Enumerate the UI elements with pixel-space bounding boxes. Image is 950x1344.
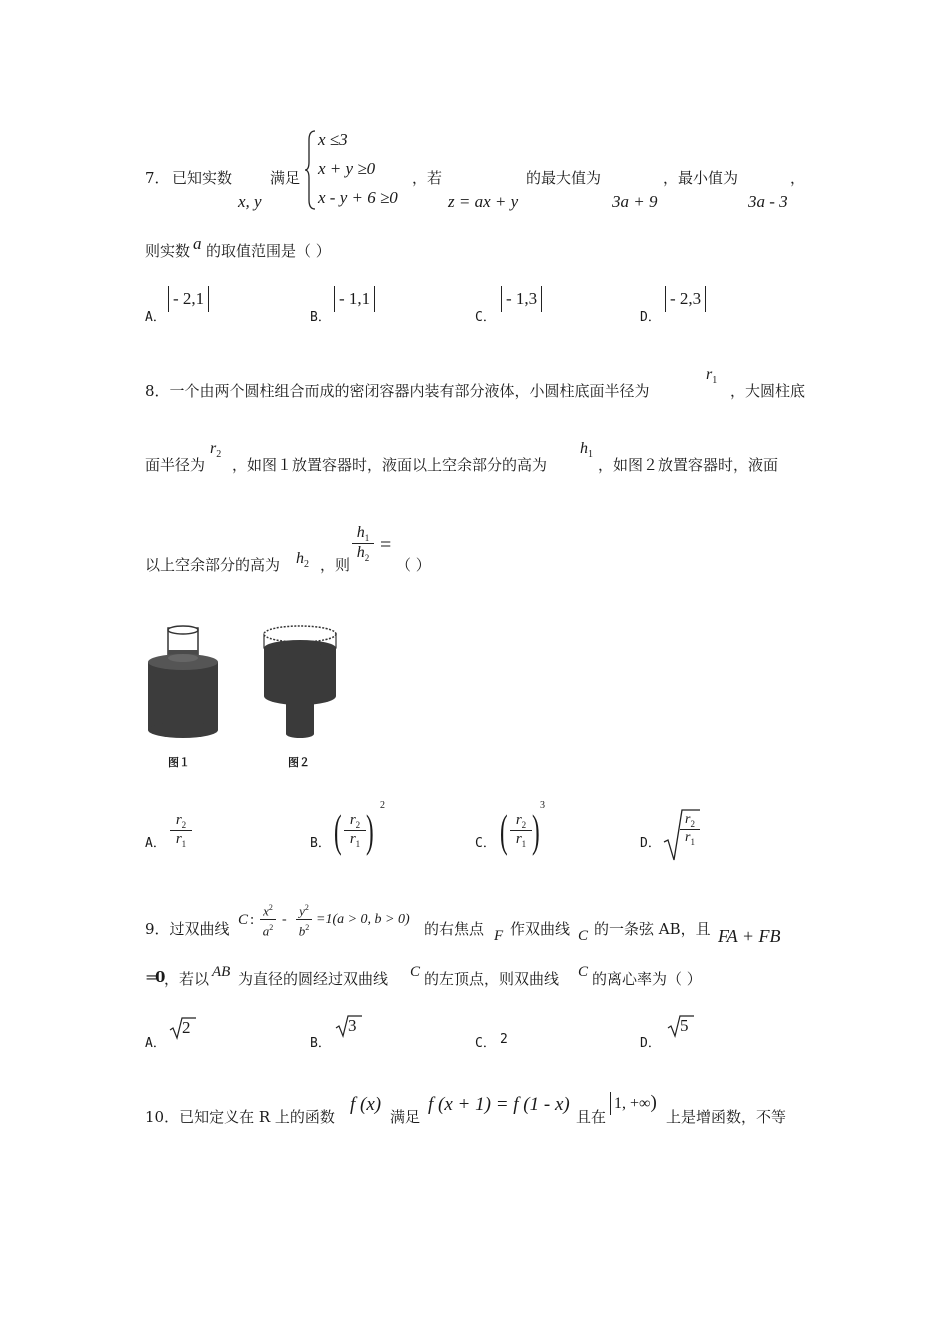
q9-text: = — [145, 968, 158, 986]
q9-text: 的右焦点 — [424, 920, 485, 938]
q9-condition: =1(a > 0, b > 0) — [316, 912, 410, 927]
right-paren: ) — [366, 805, 374, 856]
q7-constraint: x - y + 6 ≥0 — [318, 188, 398, 207]
option-b-label[interactable]: B． — [310, 836, 331, 851]
q7-min-value: 3a - 3 — [748, 192, 788, 211]
option-d-fraction: $\frac{r_2}{r_1}$ — [680, 812, 700, 847]
q7-text: ，最小值为 — [663, 169, 739, 187]
q7-text: 满足 — [270, 169, 301, 187]
q9-vector-sum: FA + FB — [718, 926, 781, 946]
option-b-label[interactable]: B． — [310, 1036, 331, 1051]
option-a-label[interactable]: A． — [145, 310, 166, 325]
q9-var-c: C — [410, 964, 421, 980]
q10-equation: f (x + 1) = f (1 - x) — [428, 1094, 570, 1115]
q7-vars: x, y — [238, 192, 262, 211]
q8-text: ，如图１放置容器时，液面以上空余部分的高为 — [232, 456, 548, 474]
q9-zero-vector: 0 — [155, 968, 166, 986]
option-a-fraction: $\frac{r_2}{r_1}$ — [170, 812, 192, 849]
option-c-interval: - 1,3 — [501, 286, 542, 312]
option-b-interval: - 1,1 — [334, 286, 375, 312]
q8-h1: $h_1$ — [580, 440, 593, 461]
option-d-interval: - 2,3 — [665, 286, 706, 312]
q10-text: 上是增函数，不等 — [666, 1108, 787, 1126]
q7-number: 7． — [145, 169, 170, 187]
q7-text: 则实数 — [145, 242, 191, 260]
option-c-label[interactable]: C． — [475, 836, 496, 851]
q8-text: 面半径为 — [145, 456, 206, 474]
q9-text: 的离心率为（ ） — [592, 970, 702, 988]
option-d-value: 5 — [680, 1016, 689, 1035]
q9-colon: : — [250, 912, 255, 928]
figure-2 — [264, 626, 336, 738]
q10-interval: 1, +∞) — [610, 1092, 657, 1115]
q8-text: ，则 — [320, 556, 351, 574]
option-b-value: 3 — [348, 1016, 357, 1035]
q7-text: ， — [790, 169, 806, 187]
q10-fx: f (x) — [350, 1094, 382, 1115]
q7-constraint: x ≤3 — [318, 130, 348, 149]
q9-ab: AB — [212, 964, 231, 980]
q7-text: 的取值范围是（ ） — [206, 242, 331, 260]
q9-var-c: C — [238, 912, 249, 928]
option-a-label[interactable]: A． — [145, 836, 166, 851]
figure-1-caption: 图１ — [168, 756, 190, 769]
option-d-label[interactable]: D． — [640, 836, 661, 851]
q9-var-c: C — [578, 928, 589, 944]
option-c-value: 2 — [500, 1032, 508, 1047]
q9-var-c: C — [578, 964, 589, 980]
left-brace-icon — [305, 130, 317, 210]
option-b-fraction: $\frac{r_2}{r_1}$ — [344, 812, 366, 849]
q9-text: 的左顶点，则双曲线 — [424, 970, 560, 988]
right-paren: ) — [532, 805, 540, 856]
q8-fraction: $\frac{h_1}{h_2}$ — [352, 524, 374, 563]
q9-text: ，若以 — [164, 970, 210, 988]
q8-r2: $r_2$ — [210, 440, 222, 461]
q10-text: 满足 — [390, 1108, 421, 1126]
q9-fraction-x: $\frac{x^2}{a^2}$ — [260, 900, 276, 940]
q7-constraint: x + y ≥0 — [318, 159, 376, 178]
figure-2-caption: 图２ — [288, 756, 310, 769]
option-c-label[interactable]: C． — [475, 1036, 496, 1051]
option-c-fraction: $\frac{r_2}{r_1}$ — [510, 812, 532, 849]
option-c-label[interactable]: C． — [475, 310, 496, 325]
q9-var-f: F — [494, 928, 504, 944]
option-a-value: 2 — [182, 1018, 191, 1037]
option-b-power: 2 — [380, 800, 385, 811]
q9-text: 的一条弦 AB，且 — [594, 920, 711, 938]
q8-text: 以上空余部分的高为 — [145, 556, 281, 574]
figure-1 — [148, 626, 218, 738]
cylinder-figures — [140, 620, 340, 750]
left-paren: ( — [500, 805, 508, 856]
q9-text: 9．过双曲线 — [145, 920, 230, 938]
q8-text: 8．一个由两个圆柱组合而成的密闭容器内装有部分液体，小圆柱底面半径为 — [145, 382, 650, 400]
q9-text: 作双曲线 — [510, 920, 571, 938]
q8-h2: $h_2$ — [296, 550, 309, 571]
q8-r1: $r_1$ — [706, 366, 718, 387]
option-a-interval: - 2,1 — [168, 286, 209, 312]
q9-fraction-y: $\frac{y^2}{b^2}$ — [296, 900, 312, 940]
q7-z-expression: z = ax + y — [448, 192, 519, 211]
q8-equals: = — [380, 534, 392, 556]
option-d-label[interactable]: D． — [640, 310, 661, 325]
q7-text: ，若 — [412, 169, 443, 187]
q9-minus: - — [282, 912, 287, 927]
q7-max-value: 3a + 9 — [612, 192, 658, 211]
q7-text: 的最大值为 — [526, 169, 602, 187]
option-c-power: 3 — [540, 800, 545, 811]
q9-text: 为直径的圆经过双曲线 — [238, 970, 389, 988]
q8-text: （ ） — [396, 556, 431, 574]
option-d-label[interactable]: D． — [640, 1036, 661, 1051]
q10-text: 且在 — [576, 1108, 607, 1126]
option-a-label[interactable]: A． — [145, 1036, 166, 1051]
q7-text: 已知实数 — [172, 169, 233, 187]
q7-var-a: a — [193, 234, 202, 253]
q10-text: 10．已知定义在 R 上的函数 — [145, 1108, 335, 1126]
q8-text: ，大圆柱底 — [730, 382, 806, 400]
option-b-label[interactable]: B． — [310, 310, 331, 325]
q8-text: ，如图２放置容器时，液面 — [598, 456, 779, 474]
left-paren: ( — [334, 805, 342, 856]
